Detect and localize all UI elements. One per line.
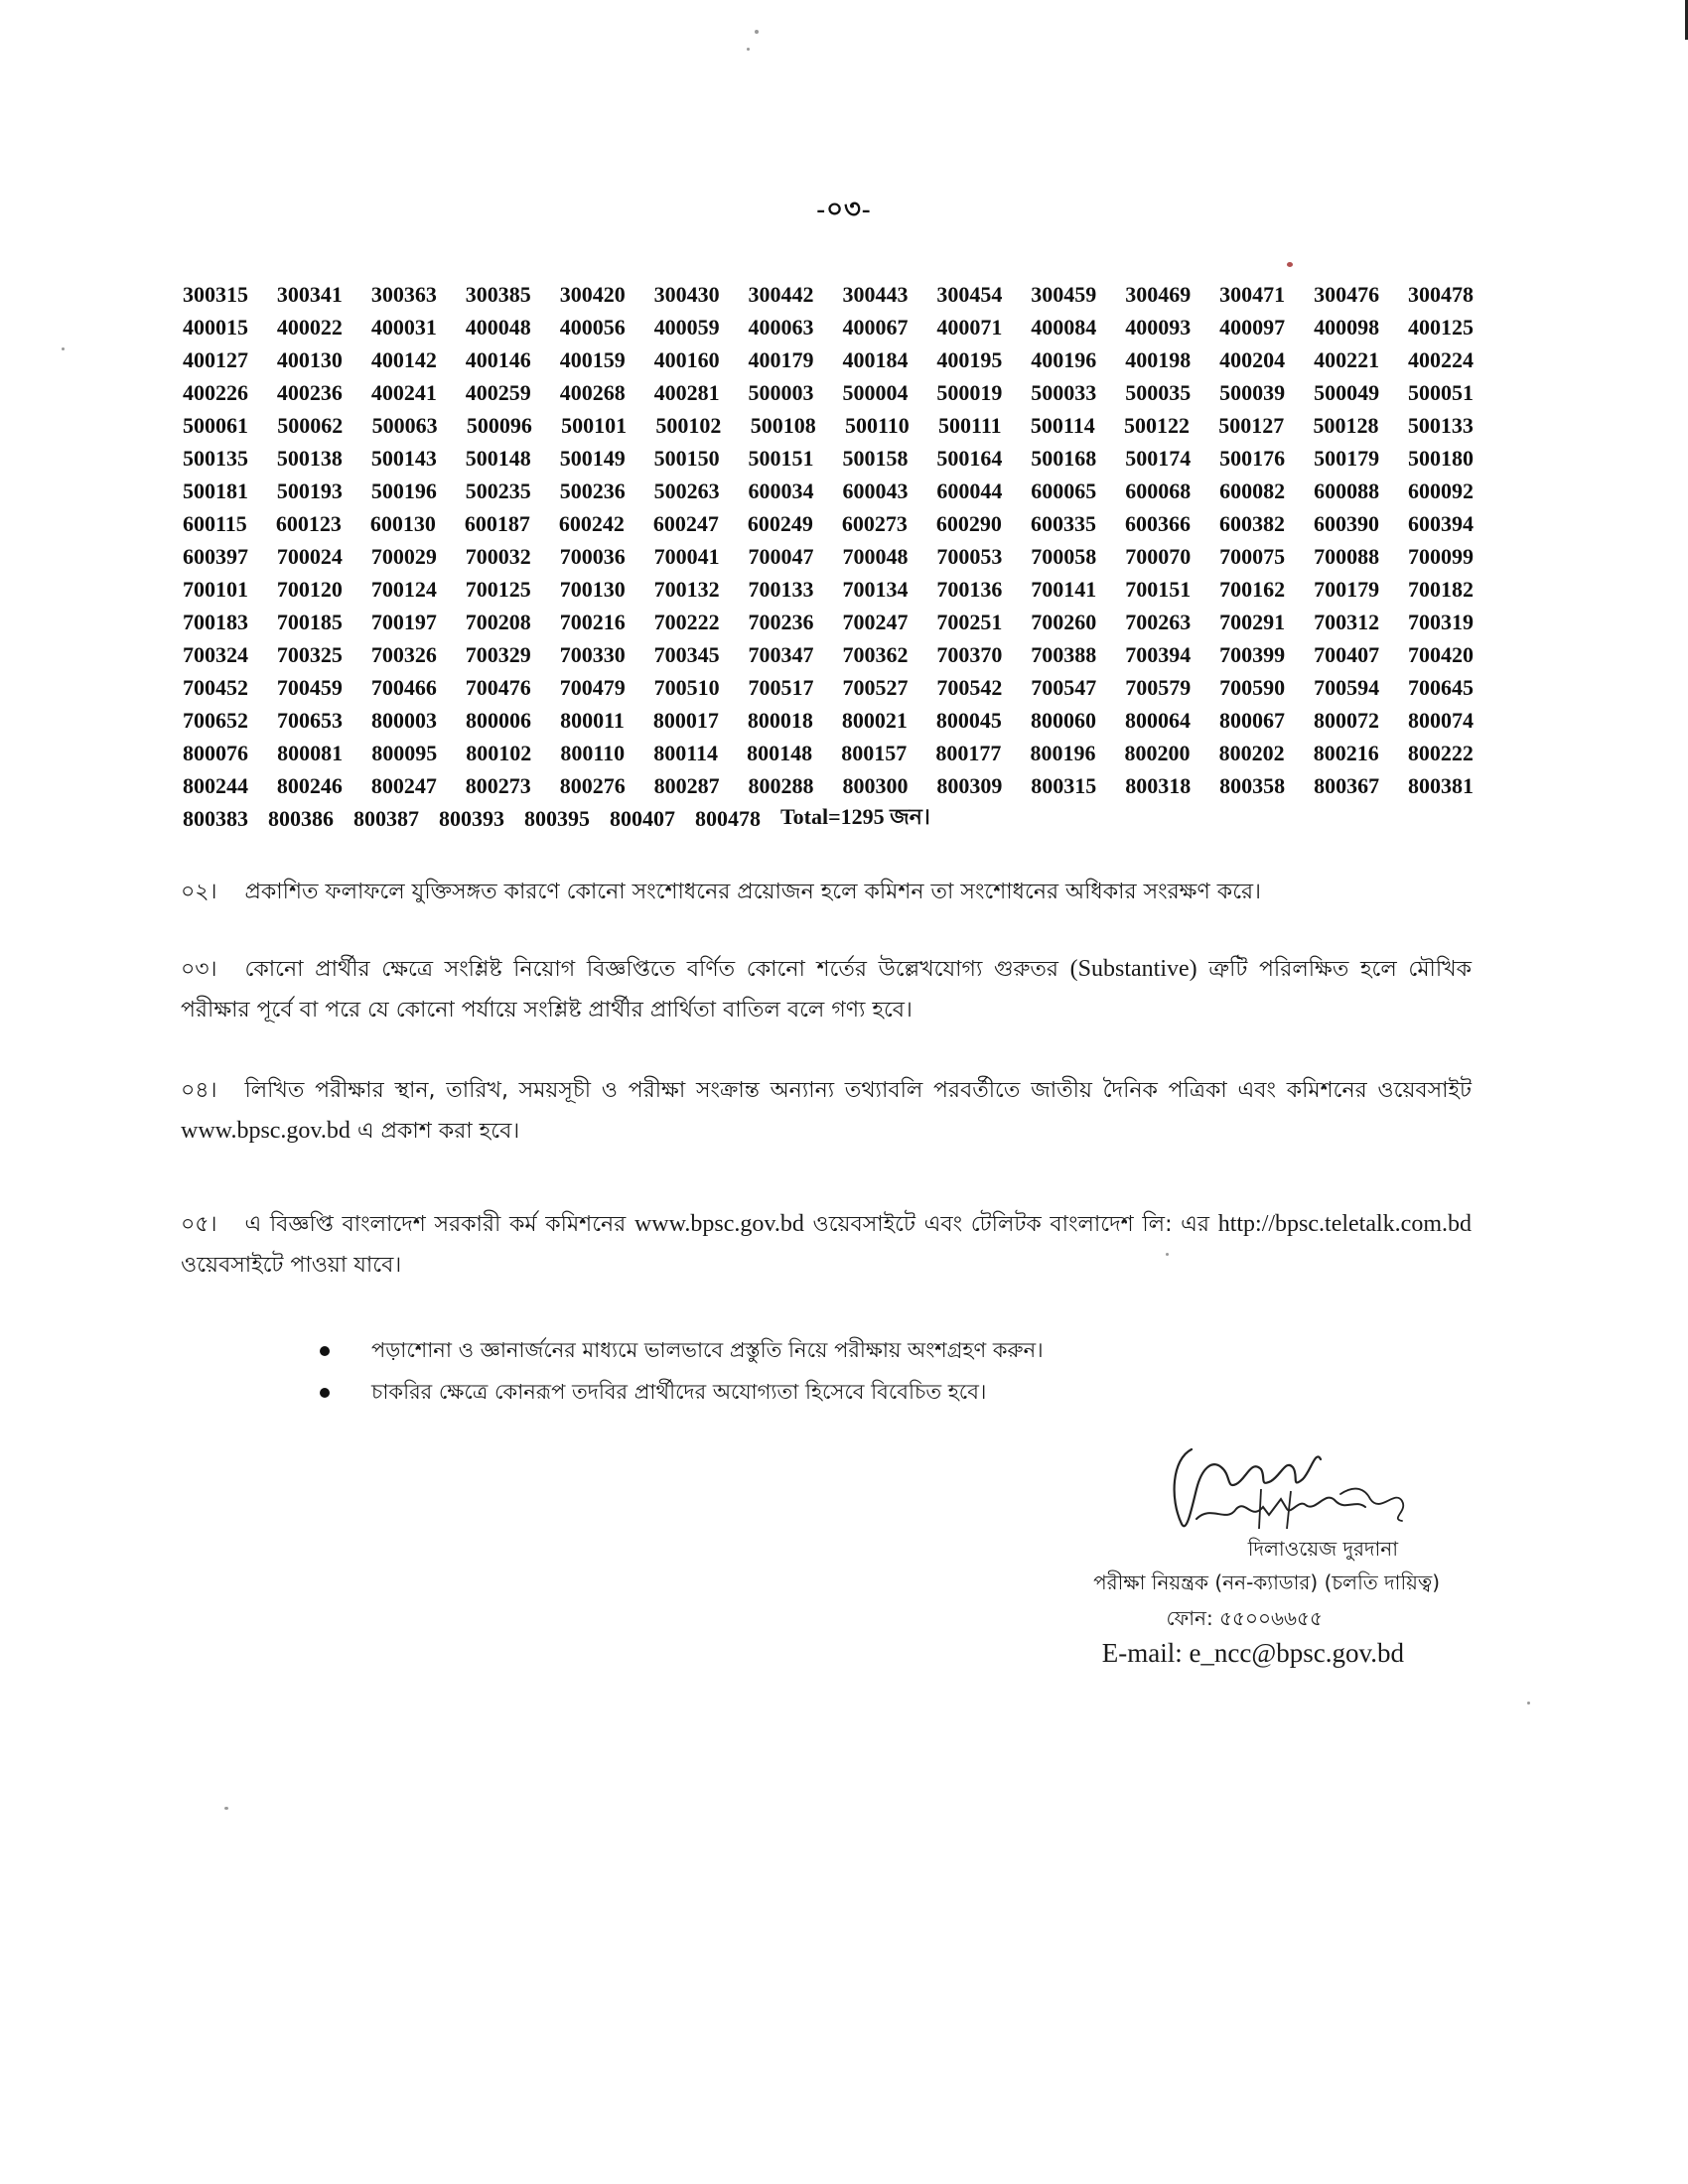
roll-number: 600082 xyxy=(1219,478,1286,503)
roll-number: 800003 xyxy=(371,707,438,733)
roll-number: 500148 xyxy=(465,445,531,471)
roll-number: 700251 xyxy=(936,609,1003,634)
roll-number: 600123 xyxy=(275,510,342,536)
roll-number: 500049 xyxy=(1314,379,1380,405)
roll-number: 800148 xyxy=(747,740,813,765)
signer-email[interactable]: E-mail: e_ncc@bpsc.gov.bd xyxy=(1101,1638,1404,1668)
roll-number: 600397 xyxy=(183,543,248,569)
roll-number: 500149 xyxy=(559,445,626,471)
roll-number: 800196 xyxy=(1030,740,1096,765)
roll-number: 700041 xyxy=(653,543,720,569)
roll-number: 700329 xyxy=(465,641,531,667)
paragraph-number: ০২। xyxy=(181,880,217,904)
paragraph-text-cont: ত্রুটি পরিলক্ষিত হলে মৌখিক পরীক্ষার পূর্বে বা পরে যে কোনো পর্যায়ে সংশ্লিষ্ট প্রার্থীর প্রার্থিতা বাতিল বলে গণ্য হবে। xyxy=(181,957,1472,1023)
roll-number: 500033 xyxy=(1031,379,1097,405)
roll-number: 700133 xyxy=(748,576,814,602)
roll-number: 500164 xyxy=(936,445,1003,471)
roll-number: 300478 xyxy=(1407,281,1474,307)
roll-number: 700452 xyxy=(183,674,248,700)
roll-number: 400125 xyxy=(1407,314,1474,340)
roll-number: 500158 xyxy=(842,445,909,471)
roll-number: 400160 xyxy=(653,346,720,372)
roll-number: 600290 xyxy=(935,510,1002,536)
roll-number: 500035 xyxy=(1125,379,1192,405)
paragraph-text: প্রকাশিত ফলাফলে যুক্তিসঙ্গত কারণে কোনো সংশোধনের প্রয়োজন হলে কমিশন তা সংশোধনের অধিকার সংরক্ষণ করে। xyxy=(244,880,1262,904)
paragraph-05 xyxy=(181,1204,1472,1286)
roll-number: 800060 xyxy=(1030,707,1096,733)
roll-row xyxy=(183,442,1474,475)
handwritten-signature xyxy=(1142,1430,1440,1549)
roll-number: 400098 xyxy=(1314,314,1380,340)
roll-number: 800021 xyxy=(841,707,908,733)
roll-number: 700029 xyxy=(370,543,437,569)
roll-number: 700125 xyxy=(465,576,531,602)
roll-number: 600034 xyxy=(748,478,814,503)
paragraph-04 xyxy=(181,1070,1472,1152)
roll-number: 800247 xyxy=(370,772,437,798)
roll-number: 700141 xyxy=(1031,576,1097,602)
paragraph-text: এ বিজ্ঞপ্তি বাংলাদেশ সরকারী কর্ম কমিশনের xyxy=(244,1212,627,1237)
roll-number: 600382 xyxy=(1218,510,1285,536)
roll-number: 400179 xyxy=(748,346,814,372)
roll-number: 500193 xyxy=(276,478,343,503)
roll-number: 600088 xyxy=(1314,478,1380,503)
roll-number: 700247 xyxy=(842,609,909,634)
roll-number: 500051 xyxy=(1407,379,1474,405)
roll-number: 600068 xyxy=(1125,478,1192,503)
roll-number: 700459 xyxy=(276,674,343,700)
roll-number: 700645 xyxy=(1407,674,1474,700)
bullet-icon xyxy=(320,1346,330,1356)
roll-number: 700319 xyxy=(1407,609,1474,634)
roll-number: 700216 xyxy=(559,609,626,634)
roll-number: 800110 xyxy=(560,740,626,765)
roll-number: 500122 xyxy=(1123,412,1190,438)
roll-number: 800157 xyxy=(841,740,908,765)
roll-number: 800288 xyxy=(748,772,814,798)
roll-number: 700179 xyxy=(1314,576,1380,602)
roll-number: 800273 xyxy=(465,772,531,798)
roll-row xyxy=(183,343,1474,376)
bpsc-website-link[interactable]: www.bpsc.gov.bd xyxy=(633,1211,804,1237)
roll-number: 400056 xyxy=(559,314,626,340)
roll-number: 300471 xyxy=(1219,281,1286,307)
roll-number: 600242 xyxy=(558,510,625,536)
scan-speck xyxy=(755,30,759,34)
roll-number: 800081 xyxy=(277,740,344,765)
roll-number: 700099 xyxy=(1407,543,1474,569)
roll-number: 800381 xyxy=(1407,772,1474,798)
roll-number: 500101 xyxy=(561,412,628,438)
roll-number: 700053 xyxy=(936,543,1003,569)
roll-number: 500062 xyxy=(277,412,344,438)
roll-number: 700136 xyxy=(936,576,1003,602)
roll-number: 400071 xyxy=(936,314,1003,340)
scan-speck xyxy=(747,48,750,51)
roll-number: 700185 xyxy=(276,609,343,634)
roll-number: 700394 xyxy=(1125,641,1192,667)
roll-number: 800383 xyxy=(183,805,248,831)
roll-row xyxy=(183,573,1474,606)
roll-number: 400198 xyxy=(1125,346,1192,372)
roll-number: 800064 xyxy=(1124,707,1191,733)
roll-number: 400204 xyxy=(1219,346,1286,372)
roll-number: 300469 xyxy=(1125,281,1192,307)
roll-number: 800200 xyxy=(1124,740,1191,765)
roll-number: 400048 xyxy=(465,314,531,340)
roll-row xyxy=(183,769,1474,802)
roll-number: 700547 xyxy=(1031,674,1097,700)
substantive-term: (Substantive) xyxy=(1069,956,1197,982)
website-link[interactable]: www.bpsc.gov.bd xyxy=(181,1118,351,1144)
roll-number: 400236 xyxy=(276,379,343,405)
roll-number: 800386 xyxy=(268,805,334,831)
roll-number: 700479 xyxy=(559,674,626,700)
roll-number: 800114 xyxy=(653,740,719,765)
roll-number: 500174 xyxy=(1125,445,1192,471)
roll-number: 500128 xyxy=(1313,412,1379,438)
page-number: -০৩- xyxy=(816,195,872,223)
roll-number: 500061 xyxy=(183,412,248,438)
paragraph-text-cont: এ প্রকাশ করা হবে। xyxy=(356,1119,520,1144)
total-count: Total=1295 জন। xyxy=(780,804,930,829)
roll-number: 500039 xyxy=(1219,379,1286,405)
scan-speck xyxy=(62,347,65,350)
bullet-list xyxy=(320,1330,1412,1414)
roll-number: 800387 xyxy=(353,805,419,831)
roll-number: 800358 xyxy=(1219,772,1286,798)
roll-number: 400226 xyxy=(183,379,248,405)
roll-number: 500004 xyxy=(842,379,909,405)
roll-number: 700024 xyxy=(276,543,343,569)
roll-number: 700527 xyxy=(842,674,909,700)
roll-number: 800076 xyxy=(183,740,248,765)
roll-number: 300454 xyxy=(936,281,1003,307)
roll-number: 700260 xyxy=(1031,609,1097,634)
roll-number: 400221 xyxy=(1314,346,1380,372)
roll-number: 400196 xyxy=(1031,346,1097,372)
roll-number: 500150 xyxy=(653,445,720,471)
roll-number: 700325 xyxy=(276,641,343,667)
roll-number: 500133 xyxy=(1407,412,1474,438)
roll-number: 800393 xyxy=(439,805,504,831)
scan-speck xyxy=(1527,1702,1530,1705)
roll-row xyxy=(183,376,1474,409)
roll-number: 600044 xyxy=(936,478,1003,503)
roll-number: 400184 xyxy=(842,346,909,372)
roll-number: 700407 xyxy=(1314,641,1380,667)
signer-title: পরীক্ষা নিয়ন্ত্রক (নন-ক্যাডার) (চলতি দায়িত্ব) xyxy=(1093,1570,1440,1594)
roll-number: 600130 xyxy=(369,510,436,536)
roll-number: 500168 xyxy=(1031,445,1097,471)
roll-number: 500235 xyxy=(465,478,531,503)
roll-number: 700579 xyxy=(1125,674,1192,700)
roll-number: 600366 xyxy=(1124,510,1191,536)
roll-row xyxy=(183,311,1474,343)
bullet-item xyxy=(320,1330,1412,1372)
paragraph-02 xyxy=(181,872,1472,912)
roll-number: 500127 xyxy=(1218,412,1285,438)
roll-number: 600247 xyxy=(652,510,719,536)
teletalk-website-link[interactable]: http://bpsc.teletalk.com.bd xyxy=(1217,1211,1472,1237)
roll-number: 700162 xyxy=(1219,576,1286,602)
signer-name: দিলাওয়েজ দুরদানা xyxy=(1247,1537,1398,1561)
roll-number: 500138 xyxy=(276,445,343,471)
roll-number: 400097 xyxy=(1219,314,1286,340)
roll-number: 700208 xyxy=(465,609,531,634)
paragraph-text: লিখিত পরীক্ষার স্থান, তারিখ, সময়সূচী ও পরীক্ষা সংক্রান্ত অন্যান্য তথ্যাবলি পরবর্তীতে জাতীয় দৈনিক পত্রিকা এবং কমিশনের ওয়েবসাইট xyxy=(244,1078,1472,1103)
roll-number: 300315 xyxy=(183,281,248,307)
roll-number: 800202 xyxy=(1218,740,1285,765)
paragraph-number: ০৩। xyxy=(181,957,217,982)
roll-number: 400159 xyxy=(559,346,626,372)
roll-number: 500181 xyxy=(183,478,248,503)
roll-number: 600249 xyxy=(747,510,813,536)
roll-number: 400067 xyxy=(842,314,909,340)
roll-number: 700324 xyxy=(183,641,248,667)
paragraph-text: কোনো প্রার্থীর ক্ষেত্রে সংশ্লিষ্ট নিয়োগ বিজ্ঞপ্তিতে বর্ণিত কোনো শর্তের উল্লেখযোগ্য গুরুতর xyxy=(244,957,1058,982)
roll-number: 800006 xyxy=(466,707,532,733)
paragraph-text-cont: ওয়েবসাইটে এবং টেলিটক বাংলাদেশ লি: এর xyxy=(812,1212,1210,1237)
roll-number: 700517 xyxy=(748,674,814,700)
roll-number: 700510 xyxy=(653,674,720,700)
roll-number: 500179 xyxy=(1314,445,1380,471)
roll-number: 300443 xyxy=(842,281,909,307)
scan-speck xyxy=(1166,1253,1169,1256)
roll-row xyxy=(183,606,1474,638)
roll-number: 800017 xyxy=(652,707,719,733)
roll-number: 700466 xyxy=(370,674,437,700)
roll-number: 800222 xyxy=(1407,740,1474,765)
roll-number: 700476 xyxy=(465,674,531,700)
roll-number: 500135 xyxy=(183,445,248,471)
roll-number: 500143 xyxy=(370,445,437,471)
roll-number: 800072 xyxy=(1313,707,1379,733)
roll-number: 700370 xyxy=(936,641,1003,667)
roll-number: 600335 xyxy=(1030,510,1096,536)
roll-number: 800478 xyxy=(695,805,761,831)
roll-number: 600273 xyxy=(841,510,908,536)
roll-number: 800276 xyxy=(559,772,626,798)
roll-number: 700362 xyxy=(842,641,909,667)
paragraph-03 xyxy=(181,949,1472,1030)
roll-number: 400015 xyxy=(183,314,248,340)
roll-number: 500263 xyxy=(653,478,720,503)
roll-number: 600187 xyxy=(464,510,530,536)
signer-phone: ফোন: ৫৫০০৬৬৫৫ xyxy=(1166,1606,1323,1630)
bullet-text: পড়াশোনা ও জ্ঞানার্জনের মাধ্যমে ভালভাবে প্রস্তুতি নিয়ে পরীক্ষায় অংশগ্রহণ করুন। xyxy=(371,1337,1044,1362)
roll-number: 800244 xyxy=(183,772,248,798)
roll-number: 800300 xyxy=(842,772,909,798)
roll-number: 500114 xyxy=(1030,412,1095,438)
roll-number: 700263 xyxy=(1125,609,1192,634)
roll-number: 700345 xyxy=(653,641,720,667)
roll-number: 400093 xyxy=(1125,314,1192,340)
roll-row xyxy=(183,638,1474,671)
roll-number: 400268 xyxy=(559,379,626,405)
roll-number: 700088 xyxy=(1314,543,1380,569)
roll-number: 700182 xyxy=(1407,576,1474,602)
roll-number: 700652 xyxy=(183,707,248,733)
roll-number: 700048 xyxy=(842,543,909,569)
roll-row xyxy=(183,704,1474,737)
roll-number: 700075 xyxy=(1219,543,1286,569)
roll-number: 700070 xyxy=(1125,543,1192,569)
roll-number: 300459 xyxy=(1031,281,1097,307)
roll-number: 800074 xyxy=(1408,707,1474,733)
roll-number: 400130 xyxy=(276,346,343,372)
roll-number: 700347 xyxy=(748,641,814,667)
roll-row xyxy=(183,737,1474,769)
roll-number: 700326 xyxy=(370,641,437,667)
roll-number: 400059 xyxy=(653,314,720,340)
roll-number: 800315 xyxy=(1031,772,1097,798)
roll-number: 400127 xyxy=(183,346,248,372)
roll-number: 300420 xyxy=(559,281,626,307)
roll-number: 500019 xyxy=(936,379,1003,405)
roll-number: 500102 xyxy=(655,412,722,438)
roll-number: 700291 xyxy=(1219,609,1286,634)
roll-number: 500180 xyxy=(1407,445,1474,471)
roll-number: 700653 xyxy=(277,707,344,733)
roll-row xyxy=(183,475,1474,507)
roll-number: 500096 xyxy=(466,412,532,438)
roll-number: 800011 xyxy=(560,707,625,733)
roll-number: 800067 xyxy=(1218,707,1285,733)
roll-number: 700132 xyxy=(653,576,720,602)
roll-number: 800095 xyxy=(371,740,438,765)
roll-number: 800367 xyxy=(1314,772,1380,798)
roll-number: 400022 xyxy=(276,314,343,340)
roll-number: 700399 xyxy=(1219,641,1286,667)
roll-number: 700101 xyxy=(183,576,248,602)
roll-row xyxy=(183,278,1474,311)
roll-number: 600394 xyxy=(1408,510,1474,536)
roll-number: 700330 xyxy=(559,641,626,667)
roll-number: 500110 xyxy=(844,412,910,438)
roll-number: 700420 xyxy=(1407,641,1474,667)
roll-number: 700236 xyxy=(748,609,814,634)
roll-number: 300430 xyxy=(653,281,720,307)
roll-number: 400146 xyxy=(465,346,531,372)
roll-number: 800407 xyxy=(610,805,675,831)
roll-number: 300363 xyxy=(370,281,437,307)
roll-number: 800309 xyxy=(936,772,1003,798)
paragraph-number: ০৪। xyxy=(181,1078,217,1103)
roll-row-final xyxy=(183,802,1474,835)
roll-row xyxy=(183,507,1474,540)
roll-number: 400241 xyxy=(370,379,437,405)
roll-number: 800045 xyxy=(935,707,1002,733)
roll-number: 500111 xyxy=(938,412,1002,438)
roll-number: 700047 xyxy=(748,543,814,569)
roll-row xyxy=(183,409,1474,442)
roll-number: 700590 xyxy=(1219,674,1286,700)
roll-number: 800287 xyxy=(653,772,720,798)
roll-number: 700124 xyxy=(370,576,437,602)
roll-number: 400142 xyxy=(370,346,437,372)
roll-number: 500151 xyxy=(748,445,814,471)
roll-number: 700134 xyxy=(842,576,909,602)
roll-number: 700058 xyxy=(1031,543,1097,569)
roll-number: 600092 xyxy=(1407,478,1474,503)
roll-number: 700312 xyxy=(1314,609,1380,634)
roll-number: 300341 xyxy=(276,281,343,307)
roll-number: 300385 xyxy=(465,281,531,307)
scan-speck xyxy=(1287,262,1293,267)
paragraph-number: ০৫। xyxy=(181,1212,217,1237)
roll-number: 700032 xyxy=(465,543,531,569)
roll-number: 400063 xyxy=(748,314,814,340)
roll-number: 500003 xyxy=(748,379,814,405)
roll-number: 700130 xyxy=(559,576,626,602)
roll-number: 700183 xyxy=(183,609,248,634)
roll-number: 700222 xyxy=(653,609,720,634)
roll-number: 800395 xyxy=(524,805,590,831)
roll-number: 400259 xyxy=(465,379,531,405)
roll-number: 500108 xyxy=(750,412,816,438)
roll-number: 700151 xyxy=(1125,576,1192,602)
roll-row xyxy=(183,671,1474,704)
roll-number: 600115 xyxy=(183,510,247,536)
bullet-text: চাকরির ক্ষেত্রে কোনরূপ তদবির প্রার্থীদের অযোগ্যতা হিসেবে বিবেচিত হবে। xyxy=(371,1379,987,1404)
roll-number: 600065 xyxy=(1031,478,1097,503)
roll-number: 700197 xyxy=(370,609,437,634)
roll-number: 800102 xyxy=(466,740,532,765)
roll-number: 800246 xyxy=(276,772,343,798)
roll-number: 400195 xyxy=(936,346,1003,372)
roll-number: 800018 xyxy=(747,707,813,733)
roll-number: 800216 xyxy=(1313,740,1379,765)
roll-number: 400031 xyxy=(370,314,437,340)
roll-number: 400224 xyxy=(1407,346,1474,372)
roll-number: 700542 xyxy=(936,674,1003,700)
roll-number: 500236 xyxy=(559,478,626,503)
roll-number: 800177 xyxy=(935,740,1002,765)
roll-number: 300442 xyxy=(748,281,814,307)
roll-number: 600043 xyxy=(842,478,909,503)
roll-number: 700120 xyxy=(276,576,343,602)
roll-number: 500176 xyxy=(1219,445,1286,471)
paragraph-text-end: ওয়েবসাইটে পাওয়া যাবে। xyxy=(181,1253,402,1278)
roll-row xyxy=(183,540,1474,573)
roll-number: 500063 xyxy=(371,412,438,438)
roll-number: 400281 xyxy=(653,379,720,405)
bullet-item xyxy=(320,1372,1412,1414)
roll-number: 600390 xyxy=(1313,510,1379,536)
roll-number-list xyxy=(183,278,1474,835)
scan-speck xyxy=(224,1807,228,1810)
bullet-icon xyxy=(320,1388,330,1398)
roll-number: 700594 xyxy=(1314,674,1380,700)
roll-number: 700388 xyxy=(1031,641,1097,667)
roll-number: 400084 xyxy=(1031,314,1097,340)
roll-number: 300476 xyxy=(1314,281,1380,307)
roll-number: 500196 xyxy=(370,478,437,503)
roll-number: 700036 xyxy=(559,543,626,569)
roll-number: 800318 xyxy=(1125,772,1192,798)
